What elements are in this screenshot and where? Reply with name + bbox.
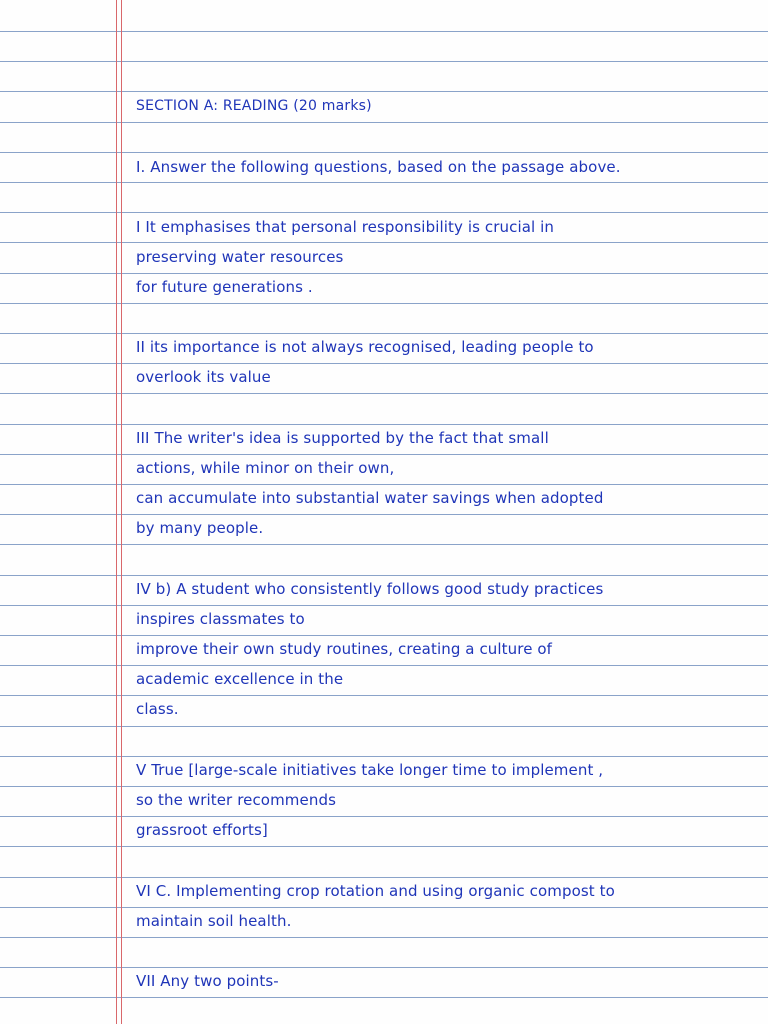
answer-iii-line-4: by many people. bbox=[136, 519, 264, 537]
answer-iv-line-2: inspires classmates to bbox=[136, 610, 305, 628]
answer-iv-line-4: academic excellence in the bbox=[136, 670, 344, 688]
answer-iv-line-3: improve their own study routines, creating a culture of bbox=[136, 640, 553, 658]
answer-i-line-3: for future generations . bbox=[136, 278, 313, 296]
answer-v-line-1: V True [large-scale initiatives take longer time to implement , bbox=[136, 761, 604, 779]
answer-iii-line-3: can accumulate into substantial water savings when adopted bbox=[136, 489, 604, 507]
answer-ii-line-1: II its importance is not always recognised, leading people to bbox=[136, 338, 594, 356]
answer-vii-line-1: VII Any two points- bbox=[136, 972, 279, 990]
answer-vi-line-2: maintain soil health. bbox=[136, 912, 292, 930]
question-instruction: I. Answer the following questions, based on the passage above. bbox=[136, 158, 621, 176]
answer-i-line-2: preserving water resources bbox=[136, 248, 344, 266]
answer-iii-line-2: actions, while minor on their own, bbox=[136, 459, 395, 477]
answer-v-line-2: so the writer recommends bbox=[136, 791, 336, 809]
margin-line-right bbox=[121, 0, 122, 1024]
answer-i-line-1: I It emphasises that personal responsibility is crucial in bbox=[136, 218, 555, 236]
answer-vi-line-1: VI C. Implementing crop rotation and using organic compost to bbox=[136, 882, 615, 900]
answer-iv-line-1: IV b) A student who consistently follows good study practices bbox=[136, 580, 604, 598]
answer-iii-line-1: III The writer's idea is supported by the fact that small bbox=[136, 429, 549, 447]
section-heading: SECTION A: READING (20 marks) bbox=[136, 98, 372, 114]
answer-v-line-3: grassroot efforts] bbox=[136, 821, 268, 839]
answer-ii-line-2: overlook its value bbox=[136, 368, 271, 386]
answer-iv-line-5: class. bbox=[136, 700, 179, 718]
margin-line-left bbox=[116, 0, 117, 1024]
